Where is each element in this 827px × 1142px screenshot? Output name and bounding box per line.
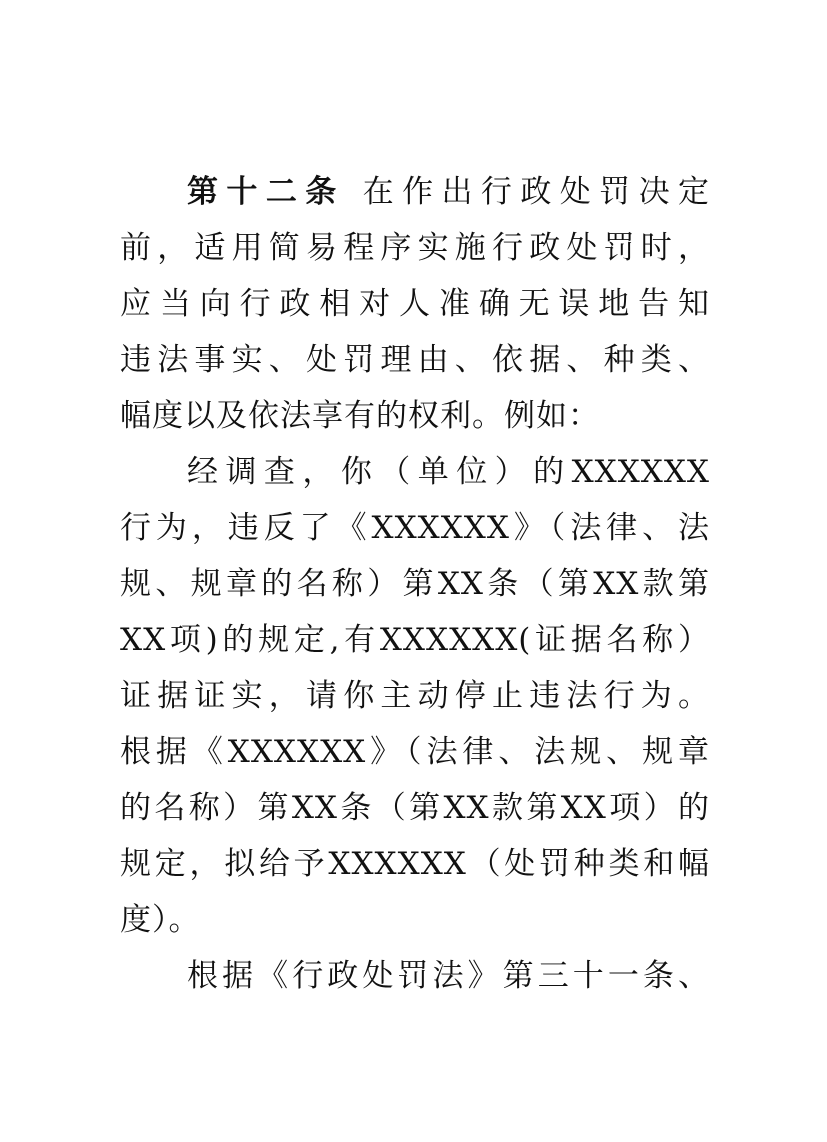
text-line: 前，适用简易程序实施行政处罚时， bbox=[120, 230, 710, 266]
paragraph-1-line-1 bbox=[187, 166, 710, 218]
text-line: 应当向行政相对人准确无误地告知 bbox=[120, 286, 710, 322]
text-line: 行为，违反了《XXXXXX》（法律、法 bbox=[120, 510, 710, 546]
text-line: 经调查，你（单位）的XXXXXX bbox=[187, 454, 710, 490]
text-line: 幅度以及依法享有的权利。例如： bbox=[120, 398, 600, 434]
text-line: 规、规章的名称）第XX条（第XX款第 bbox=[120, 566, 710, 602]
text-line: 根据《行政处罚法》第三十一条、 bbox=[187, 958, 710, 994]
text-line: 规定，拟给予XXXXXX（处罚种类和幅 bbox=[120, 846, 710, 882]
text-line: 在作出行政处罚决定 bbox=[362, 174, 711, 210]
text-line: 证据证实，请你主动停止违法行为。 bbox=[120, 678, 710, 714]
text-line: 的名称）第XX条（第XX款第XX项）的 bbox=[120, 790, 710, 826]
text-line: 度）。 bbox=[120, 902, 201, 938]
text-line: 违法事实、处罚理由、依据、种类、 bbox=[120, 342, 710, 378]
text-line: XX项)的规定,有XXXXXX(证据名称） bbox=[120, 622, 710, 658]
text-line: 根据《XXXXXX》（法律、法规、规章 bbox=[120, 734, 710, 770]
article-number: 第十二条 bbox=[187, 174, 345, 210]
